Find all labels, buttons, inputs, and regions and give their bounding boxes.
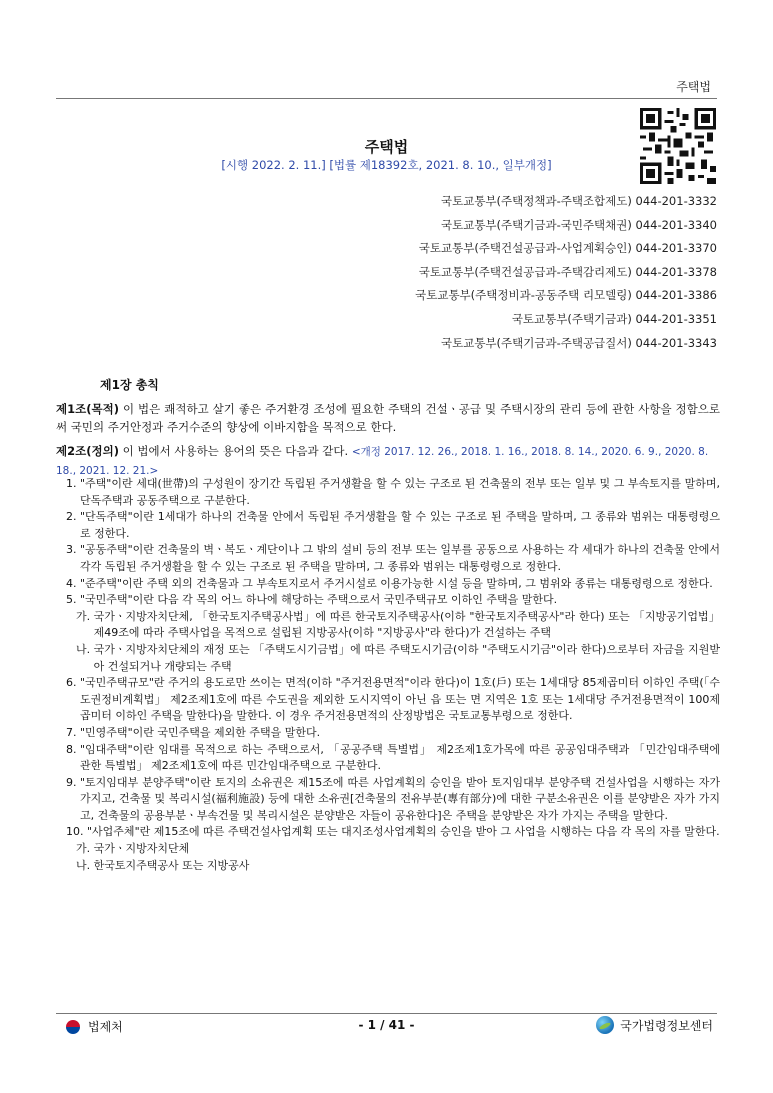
article-1 — [56, 400, 720, 436]
sub-item: 가. 국가ㆍ지방자치단체 — [76, 842, 190, 856]
list-item: 7. "민영주택"이란 국민주택을 제외한 주택을 말한다. — [66, 725, 321, 739]
header-law-name: 주택법 — [676, 80, 711, 94]
amendment-note[interactable]: <개정 2017. 12. 26., 2018. 1. 16., 2018. 8. 14., 2020. 6. 9., 2020. 8. 18., 2021. 12. 21.> — [56, 446, 709, 477]
list-item: 8. "임대주택"이란 임대를 목적으로 하는 주택으로서, 「공공주택 특별법」 제2조제1호가목에 따른 공공임대주택과 「민간임대주택에 관한 특별법」 제2조제1호에 따른 민간임대주택으로 구분한다. — [66, 742, 720, 773]
article-2-text: 이 법에서 사용하는 용어의 뜻은 다음과 같다. — [118, 444, 352, 458]
contacts-list — [415, 190, 717, 355]
list-item: 5. "국민주택"이란 다음 각 목의 어느 하나에 해당하는 주택으로서 국민주택규모 이하인 주택을 말한다. — [66, 593, 558, 607]
sub-item: 가. 국가ㆍ지방자치단체, 「한국토지주택공사법」에 따른 한국토지주택공사(이하 "한국토지주택공사"라 한다) 또는 「지방공기업법」 제49조에 따라 주택사업을 목적으로 설립된 지방공사(이하 "지방공사"라 한다)가 건설하는 주택 — [76, 609, 720, 640]
contact-line: 국토교통부(주택기금과-주택공급질서) 044-201-3343 — [441, 335, 717, 350]
header-divider — [56, 98, 717, 99]
list-item: 10. "사업주체"란 제15조에 따른 주택건설사업계획 또는 대지조성사업계획의 승인을 받아 그 사업을 시행하는 다음 각 목의 자를 말한다. — [66, 825, 720, 839]
enforcement-info: [시행 2022. 2. 11.] [법률 제18392호, 2021. 8. 10., 일부개정] — [221, 158, 552, 172]
document-title: 주택법 — [364, 138, 409, 156]
article-2 — [56, 442, 720, 480]
contact-line: 국토교통부(주택기금과) 044-201-3351 — [511, 311, 717, 326]
definition-list — [66, 476, 720, 874]
article-1-heading: 제1조(목적) — [56, 402, 119, 416]
article-1-text: 이 법은 쾌적하고 살기 좋은 주거환경 조성에 필요한 주택의 건설ㆍ공급 및 주택시장의 관리 등에 관한 사항을 정함으로써 국민의 주거안정과 주거수준의 향상에 이바지함을 목적으로 한다. — [56, 402, 720, 434]
footer-ministry: 법제처 — [88, 1020, 123, 1034]
list-item: 9. "토지임대부 분양주택"이란 토지의 소유권은 제15조에 따른 사업계획의 승인을 받아 토지임대부 분양주택 건설사업을 시행하는 자가 가지고, 건축물 및 복리시설(福利施設) 등에 대한 소유권[건축물의 전유부분(專有部分)에 대한 구분소유권은 이를 분양받은 자가 가지고, 건축물의 공용부분ㆍ부속건물 및 복리시설은 분양받은 자들이 공유한다]은 주택을 분양받은 자가 가지는 주택을 말한다. — [66, 775, 720, 822]
sub-item: 나. 한국토지주택공사 또는 지방공사 — [76, 858, 250, 872]
list-item: 4. "준주택"이란 주택 외의 건축물과 그 부속토지로서 주거시설로 이용가능한 시설 등을 말하며, 그 범위와 종류는 대통령령으로 정한다. — [66, 576, 713, 590]
chapter-heading: 제1장 총칙 — [100, 378, 159, 392]
article-2-heading: 제2조(정의) — [56, 444, 119, 458]
contact-line: 국토교통부(주택건설공급과-주택감리제도) 044-201-3378 — [418, 264, 717, 279]
contact-line: 국토교통부(주택기금과-국민주택채권) 044-201-3340 — [441, 217, 717, 232]
list-item: 2. "단독주택"이란 1세대가 하나의 건축물 안에서 독립된 주거생활을 할 수 있는 구조로 된 주택을 말하며, 그 종류와 범위는 대통령령으로 정한다. — [66, 510, 720, 540]
contact-line: 국토교통부(주택건설공급과-사업계획승인) 044-201-3370 — [418, 241, 717, 256]
globe-logo-icon — [596, 1016, 614, 1034]
sub-item: 나. 국가ㆍ지방자치단체의 재정 또는 「주택도시기금법」에 따른 주택도시기금(이하 "주택도시기금"이라 한다)으로부터 자금을 지원받아 건설되거나 개량되는 주택 — [76, 642, 720, 673]
footer-center-name: 국가법령정보센터 — [620, 1018, 713, 1033]
page-number: - 1 / 41 - — [358, 1018, 415, 1032]
contact-line: 국토교통부(주택정책과-주택조합제도) 044-201-3332 — [441, 194, 717, 208]
footer-right — [596, 1016, 713, 1034]
list-item: 1. "주택"이란 세대(世帶)의 구성원이 장기간 독립된 주거생활을 할 수 있는 구조로 된 건축물의 전부 또는 일부 및 그 부속토지를 말하며, 단독주택과 공동주택으로 구분한다. — [66, 477, 720, 507]
list-item: 6. "국민주택규모"란 주거의 용도로만 쓰이는 면적(이하 "주거전용면적"이라 한다)이 1호(戶) 또는 1세대당 85제곱미터 이하인 주택(「수도권정비계획법」 제2조제1호에 따른 수도권을 제외한 도시지역이 아닌 읍 또는 면 지역은 1호 또는 1세대당 주거전용면적이 100제곱미터 이하인 주택을 말한다)을 말한다. 이 경우 주거전용면적의 산정방법은 국토교통부령으로 정한다. — [66, 676, 720, 723]
contact-line: 국토교통부(주택정비과-공동주택 리모델링) 044-201-3386 — [415, 288, 717, 303]
footer-divider — [56, 1013, 717, 1014]
list-item: 3. "공동주택"이란 건축물의 벽ㆍ복도ㆍ계단이나 그 밖의 설비 등의 전부 또는 일부를 공동으로 사용하는 각 세대가 하나의 건축물 안에서 각각 독립된 주거생활을 할 수 있는 구조로 된 주택을 말하며, 그 종류와 범위는 대통령령으로 정한다. — [66, 543, 720, 573]
